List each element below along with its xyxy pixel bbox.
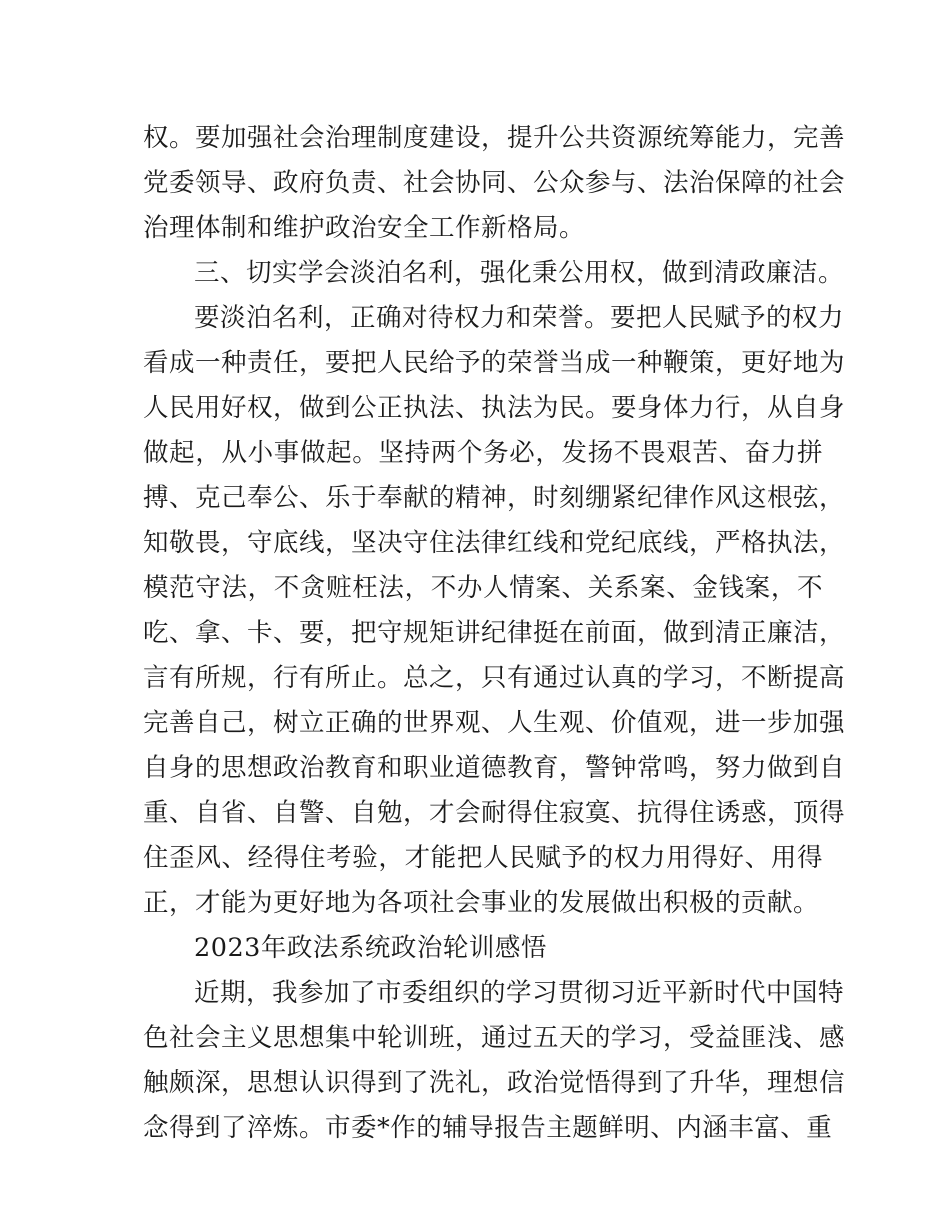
section-heading: 三、切实学会淡泊名利，强化秉公用权，做到清政廉洁。 bbox=[194, 258, 845, 288]
paragraph-line: 治理体制和维护政治安全工作新格局。 bbox=[143, 213, 586, 243]
paragraph-line: 住歪风、经得住考验，才能把人民赋予的权力用得好、用得 bbox=[143, 843, 823, 873]
paragraph-line: 自身的思想政治教育和职业道德教育，警钟常鸣，努力做到自 bbox=[143, 753, 846, 783]
paragraph-line: 模范守法，不贪赃枉法，不办人情案、关系案、金钱案，不 bbox=[143, 573, 823, 603]
paragraph-line: 党委领导、政府负责、社会协同、公众参与、法治保障的社会 bbox=[143, 168, 846, 198]
paragraph-line: 触颇深，思想认识得到了洗礼，政治觉悟得到了升华，理想信 bbox=[143, 1068, 846, 1098]
paragraph-line: 人民用好权，做到公正执法、执法为民。要身体力行，从自身 bbox=[143, 393, 846, 423]
paragraph-line: 看成一种责任，要把人民给予的荣誉当成一种鞭策，更好地为 bbox=[143, 348, 846, 378]
paragraph-line: 言有所规，行有所止。总之，只有通过认真的学习，不断提高 bbox=[143, 663, 846, 693]
paragraph-line: 权。要加强社会治理制度建设，提升公共资源统筹能力，完善 bbox=[143, 123, 846, 153]
paragraph-line: 知敬畏，守底线，坚决守住法律红线和党纪底线，严格执法， bbox=[143, 528, 846, 558]
paragraph-line: 色社会主义思想集中轮训班，通过五天的学习，受益匪浅、感 bbox=[143, 1023, 846, 1053]
paragraph-line: 吃、拿、卡、要，把守规矩讲纪律挺在前面，做到清正廉洁， bbox=[143, 618, 846, 648]
paragraph-line: 重、自省、自警、自勉，才会耐得住寂寞、抗得住诱惑，顶得 bbox=[143, 798, 846, 828]
paragraph-line: 要淡泊名利，正确对待权力和荣誉。要把人民赋予的权力 bbox=[194, 303, 845, 333]
paragraph-line: 搏、克己奉公、乐于奉献的精神，时刻绷紧纪律作风这根弦， bbox=[143, 483, 846, 513]
paragraph-line: 正，才能为更好地为各项社会事业的发展做出积极的贡献。 bbox=[143, 888, 820, 918]
body-text bbox=[143, 116, 846, 1151]
paragraph-line: 完善自己，树立正确的世界观、人生观、价值观，进一步加强 bbox=[143, 708, 846, 738]
article-title: 2023年政法系统政治轮训感悟 bbox=[194, 933, 547, 963]
paragraph-line: 做起，从小事做起。坚持两个务必，发扬不畏艰苦、奋力拼 bbox=[143, 438, 823, 468]
paragraph-line: 念得到了淬炼。市委*作的辅导报告主题鲜明、内涵丰富、重 bbox=[143, 1113, 833, 1143]
paragraph-line: 近期，我参加了市委组织的学习贯彻习近平新时代中国特 bbox=[194, 978, 845, 1008]
